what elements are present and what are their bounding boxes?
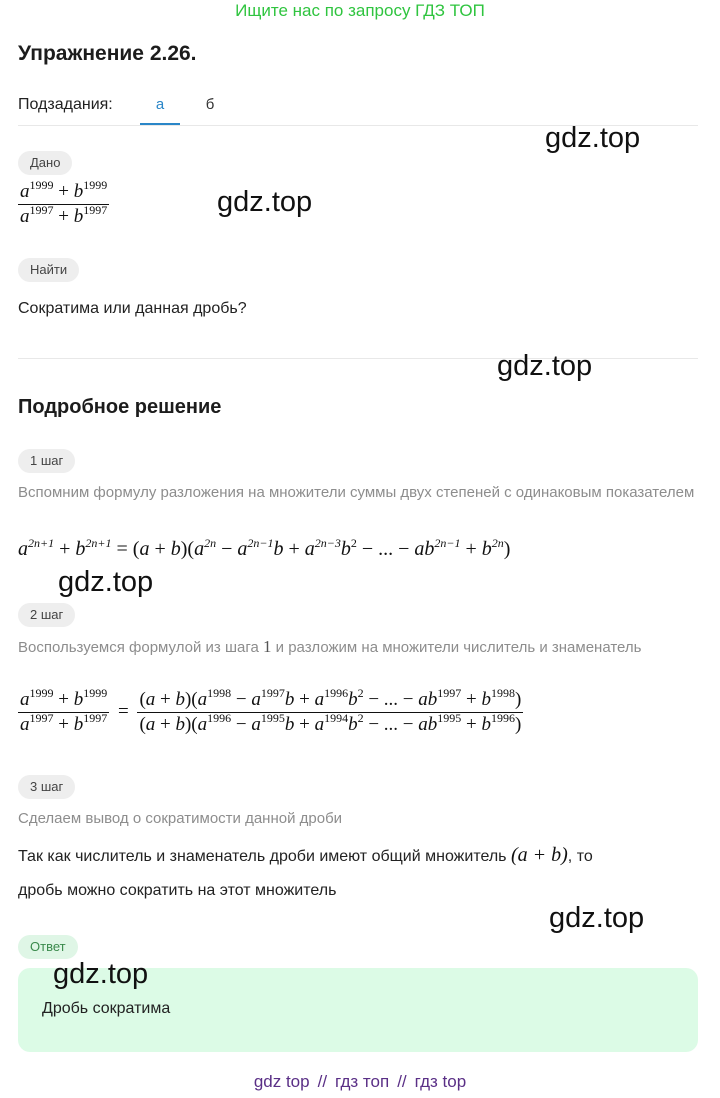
- find-chip: Найти: [18, 258, 79, 282]
- watermark: gdz.top: [58, 566, 154, 598]
- footer-link-gdz-top[interactable]: gdz top: [253, 1072, 310, 1091]
- watermark: gdz.top: [217, 186, 313, 218]
- watermark: gdz.top: [545, 122, 641, 154]
- watermark: gdz.top: [549, 902, 645, 934]
- step-2-text-after: и разложим на множители числитель и знаменатель: [275, 639, 642, 656]
- step-3-conclusion-line2: дробь можно сократить на этот множитель: [18, 882, 337, 899]
- page-title: Упражнение 2.26.: [18, 42, 197, 65]
- find-text: Сократима или данная дробь?: [18, 300, 247, 317]
- divider: [18, 358, 698, 359]
- subtasks-label: Подзадания:: [18, 96, 113, 113]
- answer-text: Дробь сократима: [42, 1000, 171, 1017]
- step-2-ref: 1: [262, 637, 272, 656]
- step-2-chip: 2 шаг: [18, 603, 75, 627]
- footer-links: [0, 1072, 720, 1092]
- tab-subtask-a[interactable]: а: [155, 96, 165, 113]
- step-1-text: Вспомним формулу разложения на множители суммы двух степеней с одинаковым показателем: [18, 484, 695, 501]
- step-2-text: [18, 636, 658, 659]
- footer-link-gdz-top-mixed[interactable]: гдз top: [414, 1072, 467, 1091]
- answer-chip: Ответ: [18, 935, 78, 959]
- step-3-text: Сделаем вывод о сократимости данной дроби: [18, 810, 343, 827]
- given-fraction: $\frac{a^{1999} + b^{1999}}{a^{1997} + b^{1997}}$: [20, 178, 108, 227]
- solution-heading: Подробное решение: [18, 396, 222, 418]
- step-3-conclusion: [18, 844, 708, 867]
- step-1-formula: $a^{2n+1} + b^{2n+1} = (a + b)(a^{2n} - a^{2n-1}b + a^{2n-3}b^2$ − ... − $ab^{2n-1} + b^{2n}$): [18, 536, 511, 560]
- footer-link-gdz-top-ru[interactable]: гдз топ: [335, 1072, 390, 1091]
- watermark: gdz.top: [497, 350, 593, 382]
- footer-separator: //: [317, 1072, 328, 1091]
- step-3-chip: 3 шаг: [18, 775, 75, 799]
- footer-separator: //: [397, 1072, 407, 1091]
- step-1-chip: 1 шаг: [18, 449, 75, 473]
- step-2-formula: $\frac{a^{1999} + b^{1999}}{a^{1997} + b^{1997}}$ = $\frac{(a + b)(a^{1998} - a^{1997}b + a^{1996}b^2 - ... - ab^{1997} + b^{1998})}{(a + b)(a^{1996} - a^{1995}b + a^{1994}b^2 - ... - ab^{1995} + b^{1996})}$: [20, 686, 522, 735]
- tab-subtask-b[interactable]: б: [205, 96, 215, 113]
- top-banner: Ищите нас по запросу ГДЗ ТОП: [235, 1, 485, 20]
- watermark: gdz.top: [53, 958, 149, 990]
- step-2-text-before: Воспользуемся формулой из шага: [18, 639, 259, 656]
- conclusion-before: Так как числитель и знаменатель дроби имеют общий множитель: [18, 848, 507, 865]
- conclusion-after: , то: [567, 848, 593, 865]
- conclusion-factor: (a + b): [510, 844, 568, 866]
- given-chip: Дано: [18, 151, 72, 175]
